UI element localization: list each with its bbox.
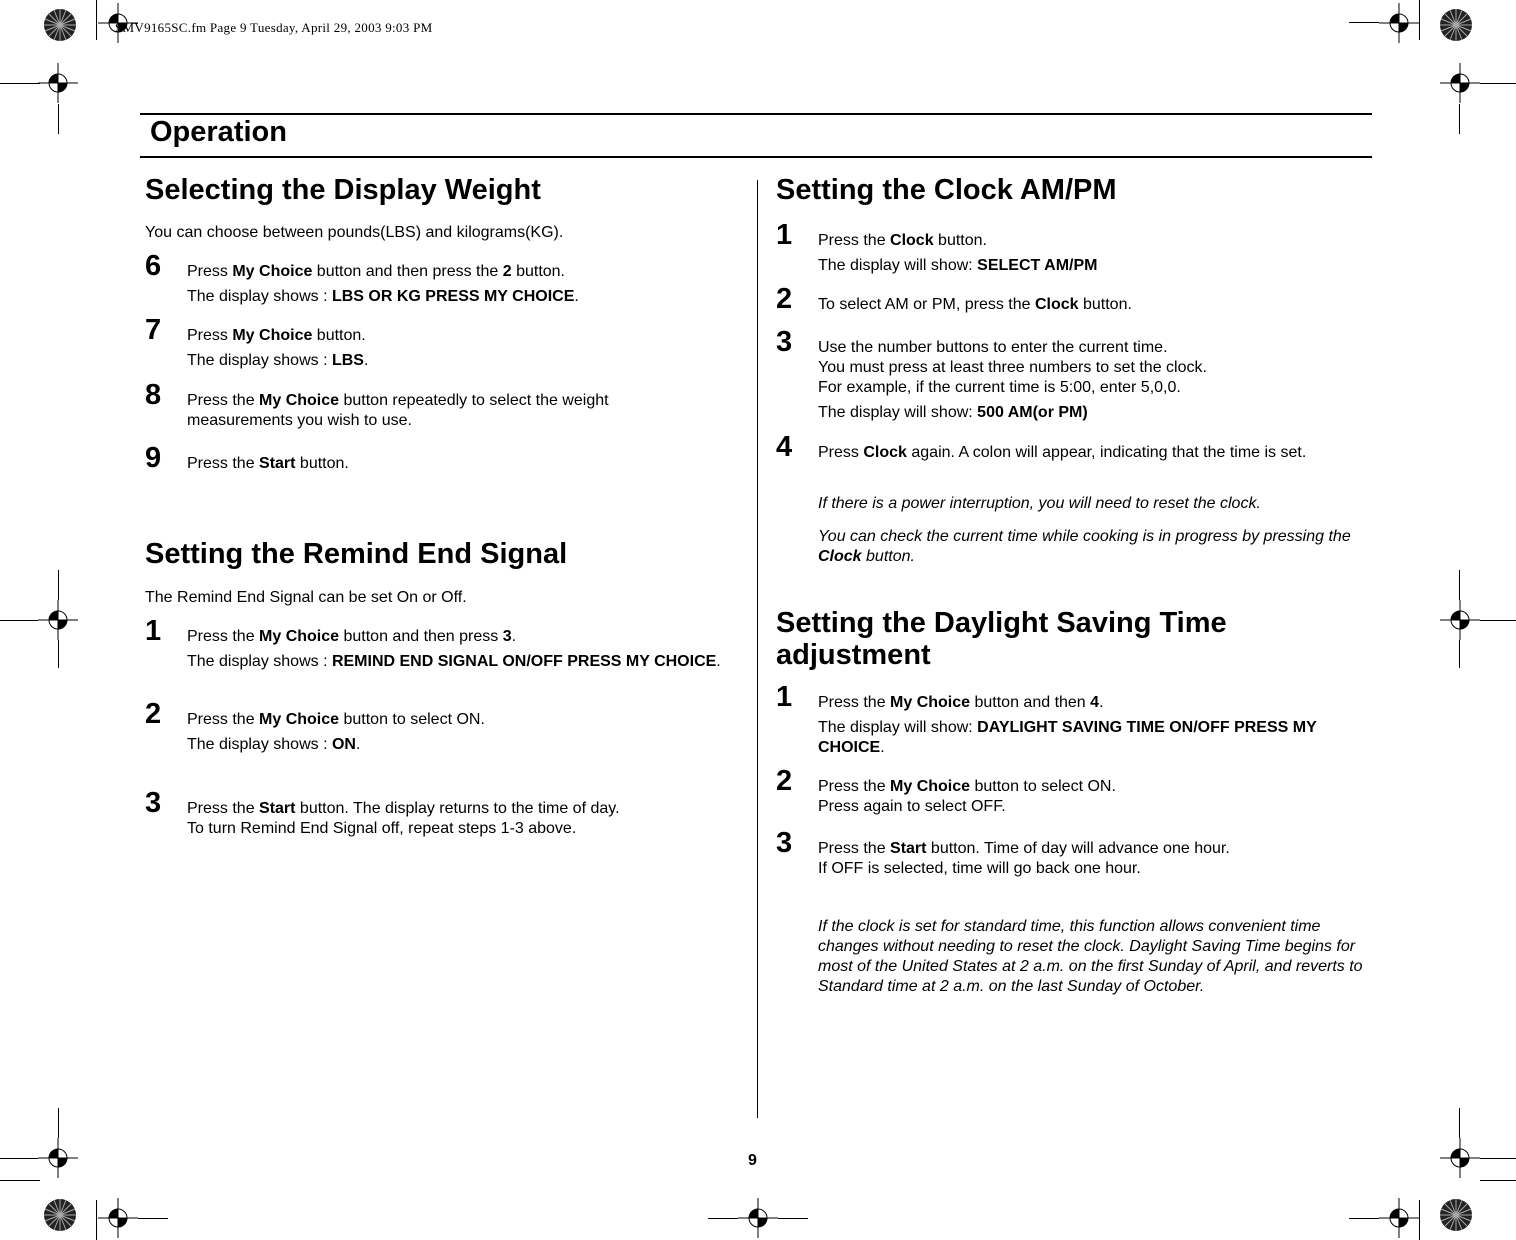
step-number: 3: [145, 787, 162, 819]
dst-step-2: 2 Press the My Choice button to select ON. Press again to select OFF.: [776, 765, 1116, 815]
registration-mark-4: [1440, 63, 1480, 103]
clock-title: Setting the Clock AM/PM: [776, 174, 1117, 206]
crop-line: [58, 104, 59, 134]
crop-line: [58, 570, 59, 600]
crop-line: [138, 1218, 168, 1219]
dst-title: Setting the Daylight Saving Time adjustment: [776, 607, 1227, 671]
crop-line: [708, 1218, 738, 1219]
registration-mark-2: [1379, 3, 1419, 43]
crop-line: [1459, 570, 1460, 600]
step-number: 4: [776, 431, 793, 463]
crop-line: [0, 620, 38, 621]
display-readout: The display shows : LBS.: [187, 352, 369, 369]
crop-line: [58, 640, 59, 668]
display-weight-step-6: 6 Press My Choice button and then press the 2 button. The display shows : LBS OR KG PRESS MY CHOICE.: [187, 262, 747, 307]
display-weight-step-7: 7 Press My Choice button. The display shows : LBS.: [187, 326, 747, 371]
registration-mark-7: [38, 1138, 78, 1178]
crop-line: [1480, 1180, 1516, 1181]
starburst-mark-bl: [43, 1198, 77, 1232]
step-number: 9: [145, 442, 162, 474]
crop-line: [1480, 83, 1516, 84]
display-weight-intro: You can choose between pounds(LBS) and kilograms(KG).: [145, 224, 564, 241]
dst-note: If the clock is set for standard time, this function allows convenient time changes without needing to reset the clock. Daylight Saving Time begins for most of the United States at 2 a.m. on the first Sunday of April, and reverts to Standard time at 2 a.m. on the last Sunday of October.: [818, 918, 1363, 995]
clock-step-3: 3 Use the number buttons to enter the current time. You must press at least three numbers to set the clock. For example, if the current time is 5:00, enter 5,0,0. The display will show: 500 AM(or PM): [818, 338, 1372, 423]
crop-line: [1349, 22, 1379, 23]
column-divider: [757, 180, 758, 1118]
starburst-mark-tl: [43, 8, 77, 42]
remind-end-step-3: 3 Press the Start button. The display returns to the time of day. To turn Remind End Signal off, repeat steps 1-3 above.: [145, 787, 620, 837]
step-number: 2: [776, 283, 793, 315]
remind-end-intro: The Remind End Signal can be set On or Off.: [145, 589, 467, 606]
display-readout: The display shows : ON.: [187, 736, 361, 753]
header-bottom-rule: [140, 156, 1372, 158]
step-number: 2: [145, 698, 162, 730]
clock-step-4: 4 Press Clock again. A colon will appear, indicating that the time is set.: [776, 431, 1307, 463]
clock-step-2: 2 To select AM or PM, press the Clock button.: [776, 283, 1132, 315]
header-top-rule: [140, 113, 1372, 115]
crop-line: [1349, 1218, 1379, 1219]
dst-step-3: 3 Press the Start button. Time of day will advance one hour. If OFF is selected, time will go back one hour.: [776, 827, 1230, 877]
registration-mark-5: [38, 600, 78, 640]
step-number: 1: [776, 219, 793, 251]
page-number: 9: [748, 1152, 757, 1169]
display-readout: The display will show: DAYLIGHT SAVING TIME ON/OFF PRESS MY CHOICE.: [818, 719, 1317, 756]
registration-mark-8: [1440, 1138, 1480, 1178]
remind-end-step-1: 1 Press the My Choice button and then press 3. The display shows : REMIND END SIGNAL ON/OFF PRESS MY CHOICE.: [187, 627, 747, 672]
registration-mark-11: [1379, 1198, 1419, 1238]
step-number: 7: [145, 314, 162, 346]
remind-end-step-2: 2 Press the My Choice button to select ON. The display shows : ON.: [187, 710, 747, 755]
registration-mark-9: [98, 1198, 138, 1238]
crop-line: [778, 1218, 808, 1219]
display-readout: The display will show: 500 AM(or PM): [818, 404, 1088, 421]
section-title: Operation: [150, 116, 287, 148]
display-readout: The display shows : REMIND END SIGNAL ON/OFF PRESS MY CHOICE.: [187, 653, 721, 670]
crop-line: [1459, 640, 1460, 668]
crop-line: [96, 1200, 97, 1240]
step-number: 1: [145, 615, 162, 647]
display-weight-step-8: 8 Press the My Choice button repeatedly to select the weight measurements you wish to use.: [145, 379, 609, 429]
crop-line: [1480, 1158, 1516, 1159]
step-number: 8: [145, 379, 162, 411]
step-number: 6: [145, 250, 162, 282]
crop-line: [1419, 1200, 1420, 1240]
registration-mark-10: [738, 1198, 778, 1238]
clock-step-1: 1 Press the Clock button. The display will show: SELECT AM/PM: [818, 231, 1372, 276]
display-readout: The display will show: SELECT AM/PM: [818, 257, 1098, 274]
step-number: 3: [776, 827, 793, 859]
step-number: 2: [776, 765, 793, 797]
starburst-mark-tr: [1439, 8, 1473, 42]
clock-notes: If there is a power interruption, you will need to reset the clock. You can check the current time while cooking is in progress by pressing the Clock button.: [818, 495, 1351, 565]
step-number: 1: [776, 681, 793, 713]
crop-line: [1459, 104, 1460, 134]
registration-mark-3: [38, 63, 78, 103]
display-weight-step-9: 9 Press the Start button.: [145, 442, 349, 474]
crop-line: [58, 1108, 59, 1138]
step-number: 3: [776, 326, 793, 358]
crop-line: [96, 0, 97, 40]
dst-step-1: 1 Press the My Choice button and then 4. The display will show: DAYLIGHT SAVING TIME ON/OFF PRESS MY CHOICE.: [818, 693, 1372, 758]
crop-line: [1419, 0, 1420, 40]
crop-line: [1459, 1108, 1460, 1138]
display-readout: The display shows : LBS OR KG PRESS MY CHOICE.: [187, 288, 579, 305]
starburst-mark-br: [1439, 1198, 1473, 1232]
crop-line: [0, 1158, 38, 1159]
remind-end-title: Setting the Remind End Signal: [145, 538, 568, 570]
crop-line: [0, 1180, 40, 1181]
registration-mark-6: [1440, 600, 1480, 640]
crop-line: [0, 83, 40, 84]
file-info: SMV9165SC.fm Page 9 Tuesday, April 29, 2003 9:03 PM: [115, 20, 433, 35]
crop-line: [1480, 620, 1516, 621]
display-weight-title: Selecting the Display Weight: [145, 174, 541, 206]
